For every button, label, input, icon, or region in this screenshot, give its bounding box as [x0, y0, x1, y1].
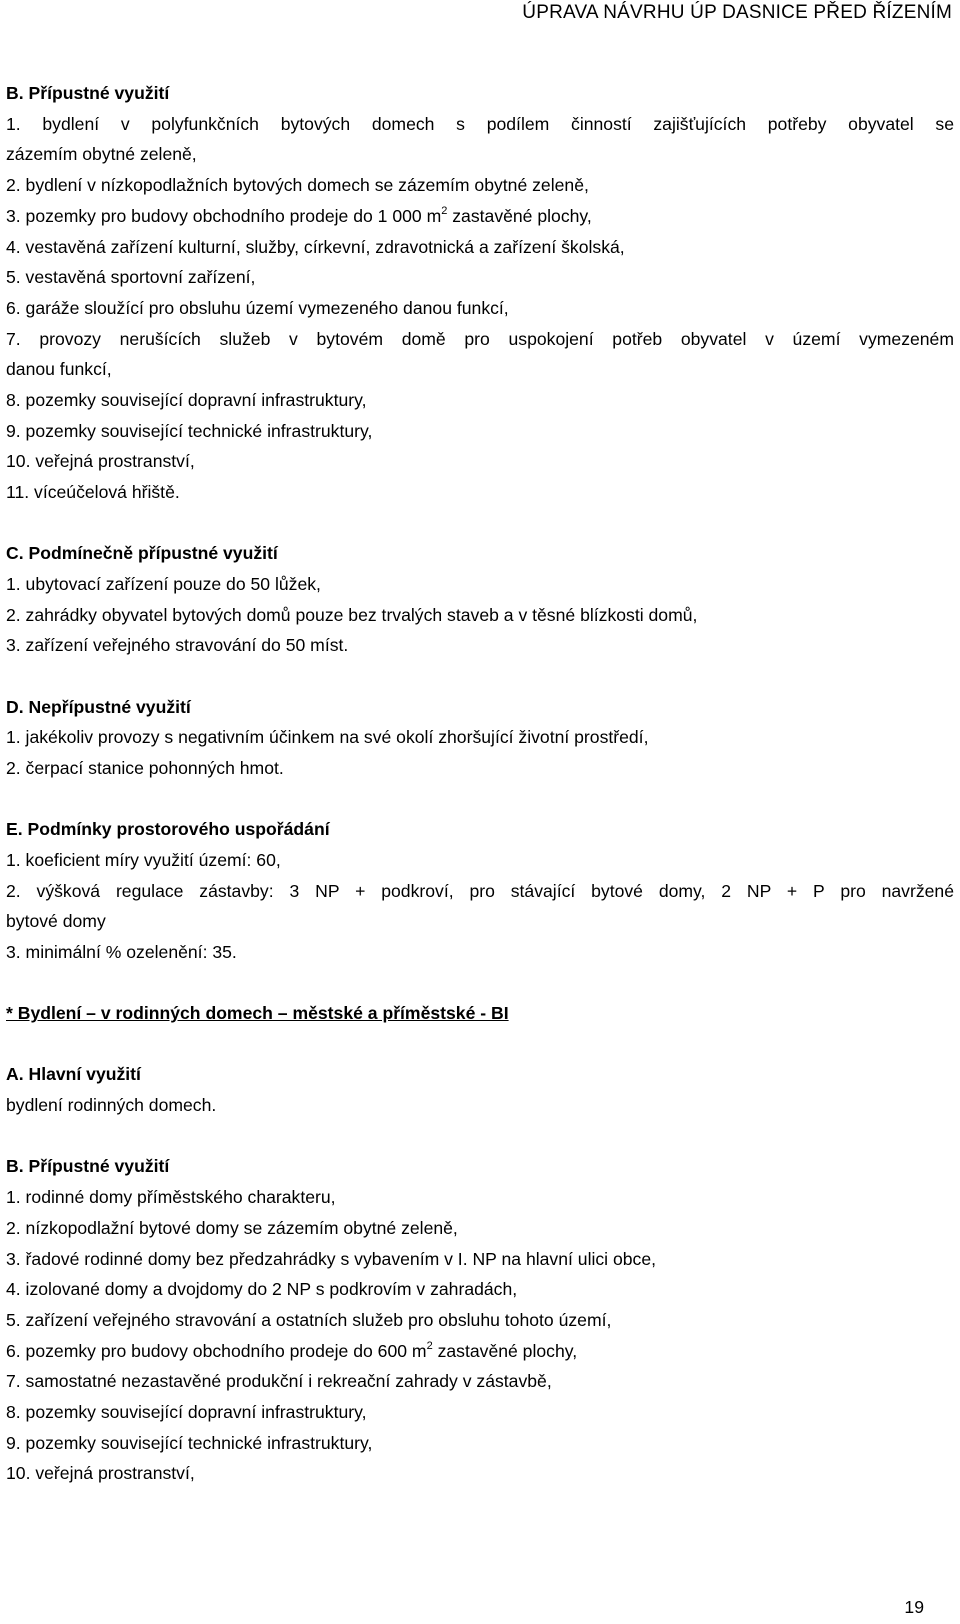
section-b2-item-7: 7. samostatné nezastavěné produkční i rekreační zahrady v zástavbě, [6, 1371, 552, 1392]
section-b2-item-6-text: 6. pozemky pro budovy obchodního prodeje do 600 m [6, 1340, 427, 1361]
section-b-item-1-line-1: 1. bydlení v polyfunkčních bytových domech s podílem činností zajišťujících potřeby obyvatel se [6, 113, 954, 134]
section-b2-item-6 [6, 1336, 954, 1367]
section-b2-item-3: 3. řadové rodinné domy bez předzahrádky s vybavením v I. NP na hlavní ulici obce, [6, 1248, 657, 1269]
section-b2-heading: B. Přípustné využití [6, 1156, 170, 1177]
section-b-item-3 [6, 201, 954, 232]
section-b-item-3-text: 3. pozemky pro budovy obchodního prodeje do 1 000 m [6, 205, 442, 226]
section-c-heading: C. Podmínečně přípustné využití [6, 543, 278, 564]
document-body [6, 78, 954, 1489]
section-bi-title: * Bydlení – v rodinných domech – městské a příměstské - BI [6, 1003, 509, 1024]
section-b2-item-8: 8. pozemky související dopravní infrastruktury, [6, 1402, 367, 1423]
section-b-item-9: 9. pozemky související technické infrastruktury, [6, 420, 373, 441]
section-b2-item-1: 1. rodinné domy příměstského charakteru, [6, 1187, 336, 1208]
section-b2-item-6-superscript: 2 [426, 1339, 433, 1352]
section-b-item-11: 11. víceúčelová hřiště. [6, 482, 180, 503]
section-b-item-7-line-1: 7. provozy nerušících služeb v bytovém domě pro uspokojení potřeb obyvatel v území vymezeném [6, 328, 954, 349]
page-number: 19 [904, 1597, 924, 1617]
section-b-item-3-superscript: 2 [441, 204, 448, 217]
section-a-heading: A. Hlavní využití [6, 1064, 141, 1085]
section-b-item-1-line-2: zázemím obytné zeleně, [6, 144, 197, 165]
section-b-heading: B. Přípustné využití [6, 83, 170, 103]
section-b-item-10: 10. veřejná prostranství, [6, 451, 195, 472]
section-e-heading: E. Podmínky prostorového uspořádání [6, 819, 330, 840]
section-b-item-2: 2. bydlení v nízkopodlažních bytových domech se zázemím obytné zeleně, [6, 175, 589, 196]
section-b2-item-9: 9. pozemky související technické infrastruktury, [6, 1432, 373, 1453]
page-header-title: ÚPRAVA NÁVRHU ÚP DASNICE PŘED ŘÍZENÍM [522, 2, 952, 23]
section-b2-item-5: 5. zařízení veřejného stravování a ostatních služeb pro obsluhu tohoto území, [6, 1309, 612, 1330]
section-b2-item-6-suffix: zastavěné plochy, [432, 1340, 578, 1361]
section-e-item-2-line-1: 2. výšková regulace zástavby: 3 NP + podkroví, pro stávající bytové domy, 2 NP + P pro navržené [6, 880, 954, 901]
section-b-item-8: 8. pozemky související dopravní infrastruktury, [6, 390, 367, 411]
section-b-item-5: 5. vestavěná sportovní zařízení, [6, 267, 256, 288]
section-b-item-7-line-2: danou funkcí, [6, 359, 112, 380]
section-d-item-1: 1. jakékoliv provozy s negativním účinkem na své okolí zhoršující životní prostředí, [6, 727, 649, 748]
section-b2-item-4: 4. izolované domy a dvojdomy do 2 NP s podkrovím v zahradách, [6, 1279, 518, 1300]
section-a-text: bydlení rodinných domech. [6, 1095, 217, 1116]
section-e-item-1: 1. koeficient míry využití území: 60, [6, 849, 281, 870]
section-d-item-2: 2. čerpací stanice pohonných hmot. [6, 758, 284, 779]
section-b-item-6: 6. garáže sloužící pro obsluhu území vymezeného danou funkcí, [6, 297, 509, 318]
section-e-item-3: 3. minimální % ozelenění: 35. [6, 942, 237, 963]
section-e-item-2-line-2: bytové domy [6, 911, 106, 932]
section-b-item-4: 4. vestavěná zařízení kulturní, služby, církevní, zdravotnická a zařízení školská, [6, 236, 625, 257]
section-b2-item-2: 2. nízkopodlažní bytové domy se zázemím obytné zeleně, [6, 1217, 458, 1238]
section-b2-item-10: 10. veřejná prostranství, [6, 1463, 195, 1484]
section-c-item-3: 3. zařízení veřejného stravování do 50 míst. [6, 635, 349, 656]
section-d-heading: D. Nepřípustné využití [6, 696, 191, 717]
section-b-item-3-suffix: zastavěné plochy, [447, 205, 592, 226]
section-c-item-2: 2. zahrádky obyvatel bytových domů pouze bez trvalých staveb a v těsné blízkosti domů, [6, 604, 698, 625]
section-c-item-1: 1. ubytovací zařízení pouze do 50 lůžek, [6, 574, 321, 595]
